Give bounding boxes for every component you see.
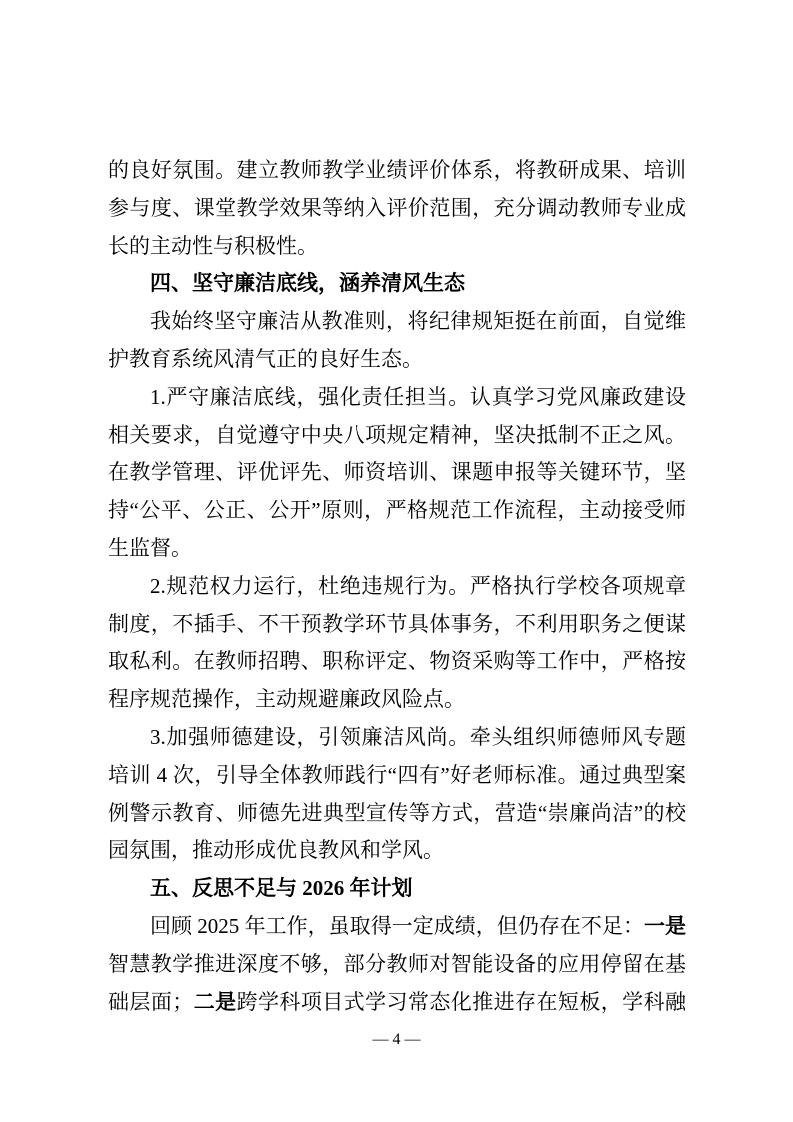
text-line bbox=[108, 492, 686, 530]
text-line bbox=[108, 870, 686, 908]
text-line bbox=[108, 265, 686, 303]
paragraph bbox=[108, 379, 686, 568]
text-segment: 我始终坚守廉洁从教准则，将纪律规矩挺在前面，自觉维 bbox=[150, 309, 686, 334]
text-segment: 长的主动性与积极性。 bbox=[108, 233, 318, 258]
text-line bbox=[108, 530, 686, 568]
page-body bbox=[108, 152, 686, 1021]
paragraph bbox=[108, 568, 686, 719]
text-segment: 础层面； bbox=[108, 989, 194, 1014]
paragraph bbox=[108, 719, 686, 870]
text-line bbox=[108, 643, 686, 681]
text-segment: 1.严守廉洁底线，强化责任担当。认真学习党风廉政建设 bbox=[150, 384, 686, 409]
text-line bbox=[108, 946, 686, 984]
text-line bbox=[108, 757, 686, 795]
text-segment: 生监督。 bbox=[108, 535, 192, 560]
text-line bbox=[108, 417, 686, 455]
text-line bbox=[108, 341, 686, 379]
page-number: — 4 — bbox=[372, 1031, 421, 1048]
paragraph bbox=[108, 908, 686, 1021]
text-line bbox=[108, 719, 686, 757]
text-line bbox=[108, 681, 686, 719]
text-line bbox=[108, 228, 686, 266]
text-segment: 在教学管理、评优评先、师资培训、课题申报等关键环节，坚 bbox=[108, 460, 686, 485]
text-line bbox=[108, 152, 686, 190]
text-line bbox=[108, 454, 686, 492]
text-segment: 3.加强师德建设，引领廉洁风尚。牵头组织师德师风专题 bbox=[150, 724, 686, 749]
text-line bbox=[108, 795, 686, 833]
text-segment: 护教育系统风清气正的良好生态。 bbox=[108, 346, 423, 371]
text-line bbox=[108, 832, 686, 870]
text-line bbox=[108, 379, 686, 417]
paragraph bbox=[108, 303, 686, 379]
bold-text-segment: 四、坚守廉洁底线，涵养清风生态 bbox=[150, 271, 465, 296]
text-segment: 制度，不插手、不干预教学环节具体事务，不利用职务之便谋 bbox=[108, 611, 686, 636]
text-line bbox=[108, 908, 686, 946]
section-heading bbox=[108, 265, 686, 303]
text-segment: 培训 4 次，引导全体教师践行“四有”好老师标准。通过典型案 bbox=[108, 762, 686, 787]
text-segment: 相关要求，自觉遵守中央八项规定精神，坚决抵制不正之风。 bbox=[108, 422, 686, 447]
text-line bbox=[108, 190, 686, 228]
bold-text-segment: 一是 bbox=[643, 913, 686, 938]
text-segment: 取私利。在教师招聘、职称评定、物资采购等工作中，严格按 bbox=[108, 649, 686, 674]
text-line bbox=[108, 606, 686, 644]
text-segment: 持“公平、公正、公开”原则，严格规范工作流程，主动接受师 bbox=[108, 498, 686, 523]
text-segment: 例警示教育、师德先进典型宣传等方式，营造“崇廉尚洁”的校 bbox=[108, 800, 686, 825]
text-segment: 园氛围，推动形成优良教风和学风。 bbox=[108, 838, 444, 863]
text-segment: 的良好氛围。建立教师教学业绩评价体系，将教研成果、培训 bbox=[108, 158, 686, 182]
text-segment: 参与度、课堂教学效果等纳入评价范围，充分调动教师专业成 bbox=[108, 195, 686, 220]
text-line bbox=[108, 303, 686, 341]
paragraph bbox=[108, 152, 686, 265]
text-segment: 2.规范权力运行，杜绝违规行为。严格执行学校各项规章 bbox=[150, 573, 686, 598]
section-heading bbox=[108, 870, 686, 908]
text-segment: 回顾 2025 年工作，虽取得一定成绩，但仍存在不足： bbox=[150, 913, 644, 938]
text-segment: 智慧教学推进深度不够，部分教师对智能设备的应用停留在基 bbox=[108, 951, 686, 976]
bold-text-segment: 五、反思不足与 2026 年计划 bbox=[150, 876, 413, 901]
text-segment: 程序规范操作，主动规避廉政风险点。 bbox=[108, 687, 465, 712]
text-line bbox=[108, 568, 686, 606]
bold-text-segment: 二是 bbox=[193, 989, 237, 1014]
text-line bbox=[108, 984, 686, 1022]
text-segment: 跨学科项目式学习常态化推进存在短板，学科融 bbox=[236, 989, 686, 1014]
